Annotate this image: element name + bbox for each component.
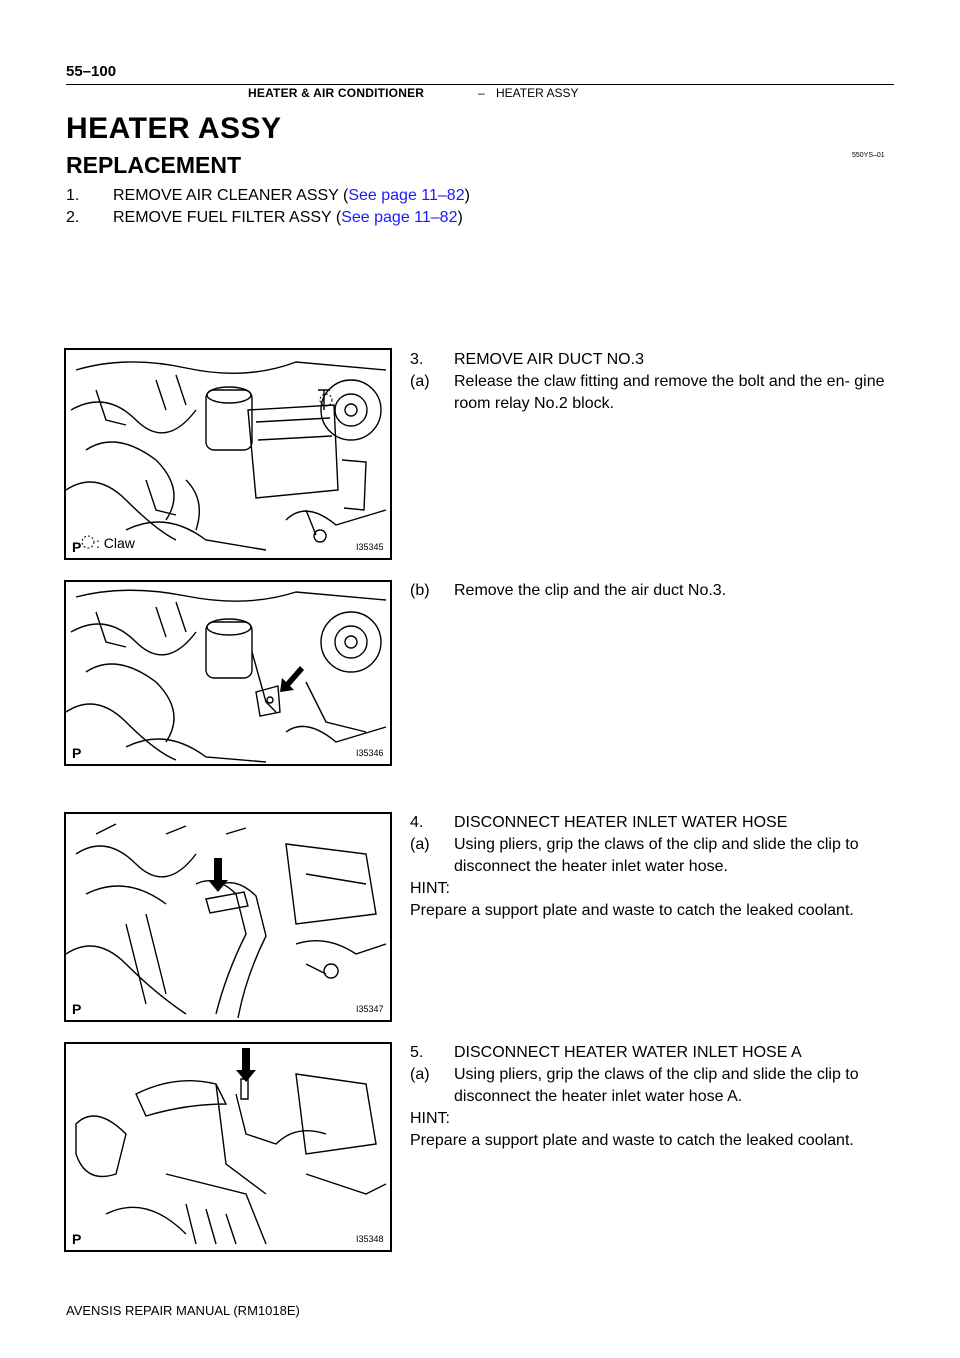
figure-i35345 (64, 348, 392, 560)
step-close: ) (464, 187, 470, 204)
engine-bay-illustration (66, 582, 390, 764)
step-3b-block (410, 580, 900, 602)
step-4-block (410, 812, 900, 922)
page-link[interactable]: See page 11–82 (348, 187, 465, 204)
step-title: DISCONNECT HEATER WATER INLET HOSE A (454, 1044, 802, 1061)
hint-label: HINT: (410, 1110, 450, 1127)
step-number: 5. (410, 1044, 424, 1061)
step-title: REMOVE AIR DUCT NO.3 (454, 351, 644, 368)
substep-label: (a) (410, 1066, 430, 1083)
substep-text: Using pliers, grip the claws of the clip and slide the clip to disconnect the heater inlet water hose. (454, 836, 859, 875)
step-heading (410, 349, 900, 371)
substep-text: Remove the clip and the air duct No.3. (454, 582, 727, 599)
engine-bay-illustration (66, 814, 390, 1020)
step-3-block (410, 349, 900, 415)
figure-code: I35345 (356, 542, 384, 552)
reference-code: 550YS–01 (852, 152, 885, 159)
substep (410, 1064, 900, 1108)
step-title: DISCONNECT HEATER INLET WATER HOSE (454, 814, 788, 831)
figure-code: I35348 (356, 1234, 384, 1244)
figure-i35347 (64, 812, 392, 1022)
hint-label: HINT: (410, 880, 450, 897)
hint-text: Prepare a support plate and waste to catch the leaked coolant. (410, 902, 854, 919)
section-subtitle: REPLACEMENT (66, 152, 242, 178)
figure-marker: P (72, 1231, 82, 1247)
figure-marker: P (72, 1001, 82, 1017)
page-title: HEATER ASSY (66, 112, 282, 145)
figure-code: I35347 (356, 1004, 384, 1014)
engine-bay-illustration (66, 350, 390, 558)
figure-i35346 (64, 580, 392, 766)
step-5-block (410, 1042, 900, 1152)
substep-text: Using pliers, grip the claws of the clip and slide the clip to disconnect the heater inlet water hose A. (454, 1066, 859, 1105)
arrow-icon (236, 1048, 256, 1082)
claw-legend-icon (82, 536, 94, 548)
step-number: 1. (66, 187, 80, 204)
step-number: 2. (66, 209, 80, 226)
footer: AVENSIS REPAIR MANUAL (RM1018E) (66, 1303, 300, 1318)
engine-bay-illustration (66, 1044, 390, 1250)
substep (410, 834, 900, 878)
substep-label: (a) (410, 836, 430, 853)
step-text: REMOVE FUEL FILTER ASSY ( (113, 209, 342, 226)
figure-i35348 (64, 1042, 392, 1252)
step-close: ) (457, 209, 463, 226)
page-link[interactable]: See page 11–82 (341, 209, 458, 226)
arrow-icon (208, 858, 228, 892)
header-rule (66, 84, 894, 85)
step-heading (410, 812, 900, 834)
figure-code: I35346 (356, 748, 384, 758)
substep-text: Release the claw fitting and remove the bolt and the en- gine room relay No.2 block. (454, 373, 885, 412)
substep-label: (a) (410, 373, 430, 390)
step-2 (66, 207, 463, 229)
page-number: 55–100 (66, 63, 117, 80)
header-subsection: HEATER ASSY (496, 86, 579, 100)
substep (410, 580, 900, 602)
step-heading (410, 1042, 900, 1064)
figure-marker: P (72, 539, 82, 555)
claw-legend: : Claw (96, 535, 135, 551)
substep (410, 371, 900, 415)
substep-label: (b) (410, 582, 430, 599)
hint-text: Prepare a support plate and waste to catch the leaked coolant. (410, 1132, 854, 1149)
step-1 (66, 185, 470, 207)
figure-marker: P (72, 745, 82, 761)
header-dash: – (478, 86, 485, 100)
arrow-icon (280, 666, 304, 692)
step-number: 4. (410, 814, 424, 831)
step-number: 3. (410, 351, 424, 368)
step-text: REMOVE AIR CLEANER ASSY ( (113, 187, 349, 204)
header-section: HEATER & AIR CONDITIONER (248, 86, 425, 100)
